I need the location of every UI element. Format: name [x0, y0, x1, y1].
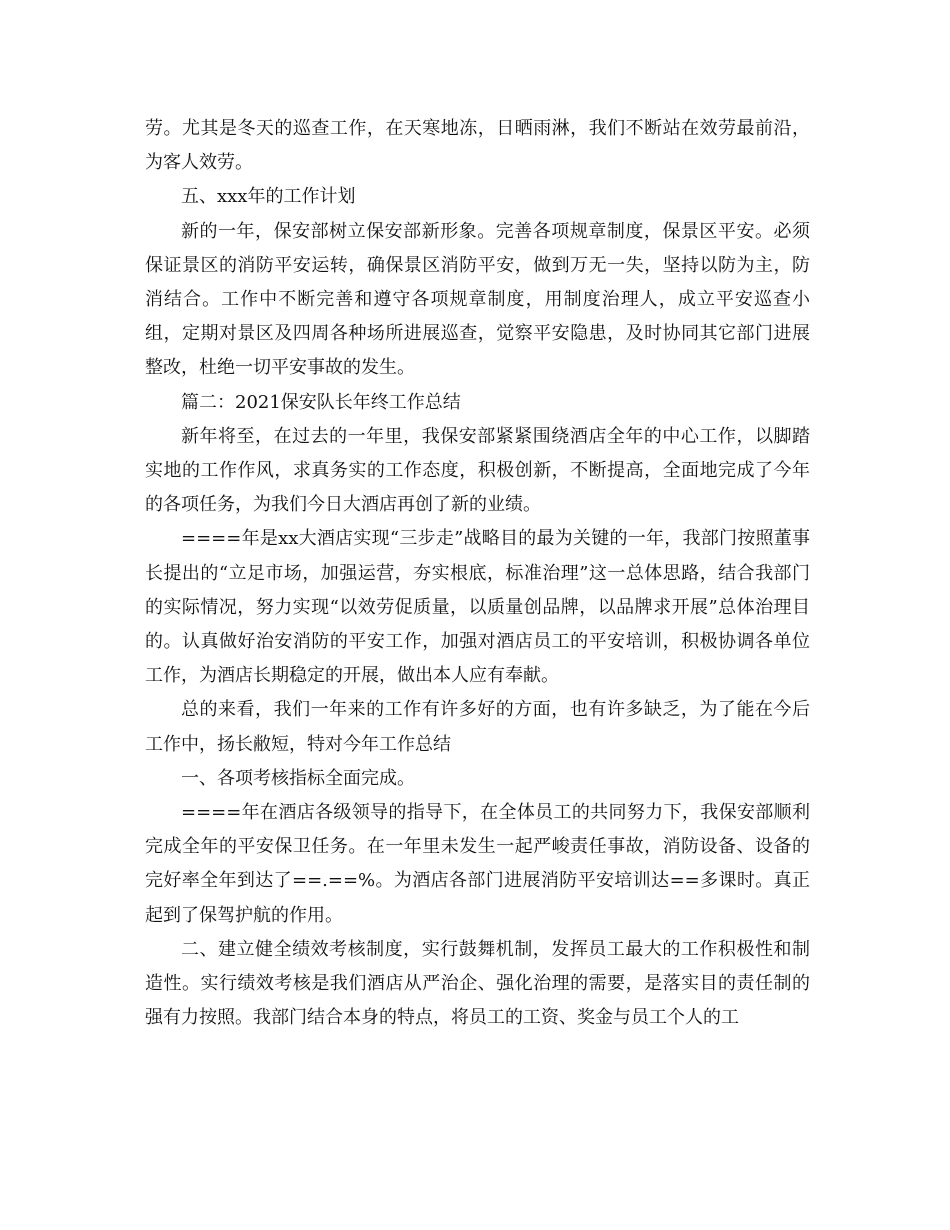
document-body	[145, 112, 810, 1035]
paragraph: 劳。尤其是冬天的巡查工作，在天寒地冻，日晒雨淋，我们不断站在效劳最前沿，为客人效劳。	[145, 118, 810, 174]
paragraph: 五、xxx年的工作计划	[181, 186, 356, 208]
paragraph: 新年将至，在过去的一年里，我保安部紧紧围绕酒店全年的中心工作，以脚踏实地的工作作风，求真务实的工作态度，积极创新，不断提高，全面地完成了今年的各项任务，为我们今日大酒店再创了新的业绩。	[145, 425, 810, 516]
paragraph: 篇二：2021保安队长年终工作总结	[181, 391, 461, 413]
paragraph: 一、各项考核指标全面完成。	[181, 767, 415, 789]
paragraph: ====年是xx大酒店实现“三步走”战略目的最为关键的一年，我部门按照董事长提出的“立足市场，加强运营，夯实根底，标准治理”这一总体思路，结合我部门的实际情况，努力实现“以效劳促质量，以质量创品牌，以品牌求开展”总体治理目的。认真做好治安消防的平安工作，加强对酒店员工的平安培训，积极协调各单位工作，为酒店长期稳定的开展，做出本人应有奉献。	[145, 528, 810, 687]
paragraph: 总的来看，我们一年来的工作有许多好的方面，也有许多缺乏，为了能在今后工作中，扬长敝短，特对今年工作总结	[145, 699, 810, 755]
paragraph: 二、建立健全绩效考核制度，实行鼓舞机制，发挥员工最大的工作积极性和制造性。实行绩效考核是我们酒店从严治企、强化治理的需要，是落实目的责任制的强有力按照。我部门结合本身的特点，将员工的工资、奖金与员工个人的工	[145, 938, 810, 1029]
paragraph: 新的一年，保安部树立保安部新形象。完善各项规章制度，保景区平安。必须保证景区的消防平安运转，确保景区消防平安，做到万无一失，坚持以防为主，防消结合。工作中不断完善和遵守各项规章制度，用制度治理人，成立平安巡查小组，定期对景区及四周各种场所进展巡查，觉察平安隐患，及时协同其它部门进展整改，杜绝一切平安事故的发生。	[145, 220, 810, 379]
paragraph: ====年在酒店各级领导的指导下，在全体员工的共同努力下，我保安部顺利完成全年的平安保卫任务。在一年里未发生一起严峻责任事故，消防设备、设备的完好率全年到达了==.==%。为酒店各部门进展消防平安培训达==多课时。真正起到了保驾护航的作用。	[145, 802, 810, 926]
